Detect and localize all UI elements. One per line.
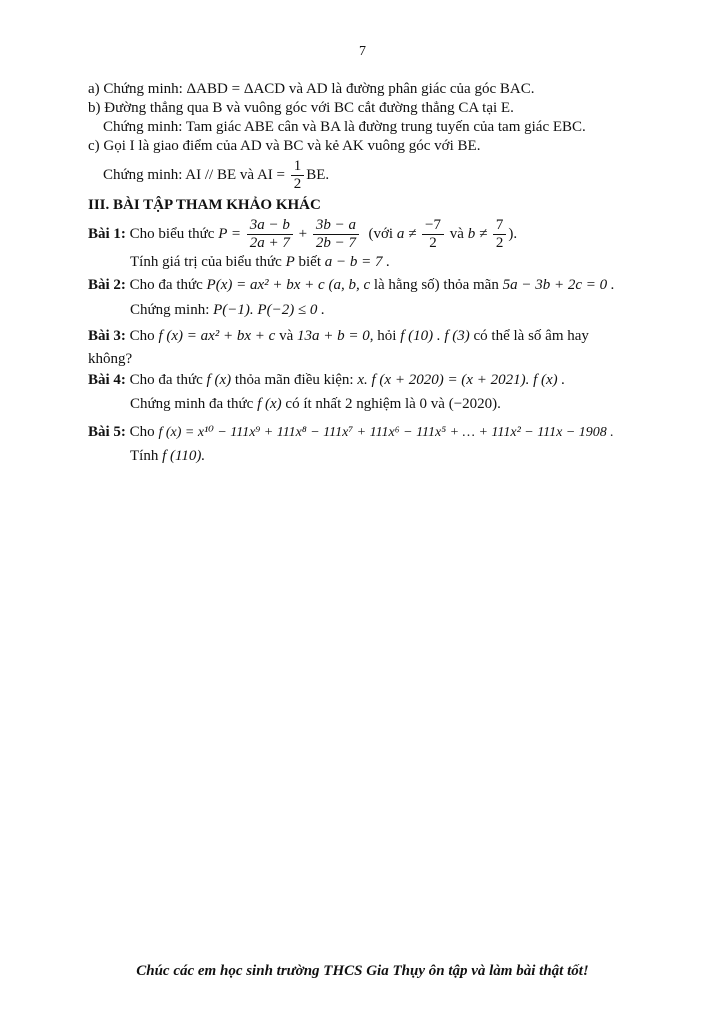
- bai1-cond-b-fraction: [493, 217, 507, 252]
- part-c-proof-prefix: Chứng minh: AI // BE và AI =: [103, 167, 286, 183]
- page-number: 7: [359, 44, 366, 59]
- frac-num: 3b − a: [313, 217, 359, 235]
- bai5-line2-text: Tính: [130, 448, 159, 464]
- bai2-line2: [88, 301, 668, 320]
- bai2-poly: P(x) = ax² + bx + c: [206, 277, 325, 293]
- bai4-cond: x. f (x + 2020) = (x + 2021). f (x) .: [357, 372, 566, 388]
- fraction-one-half: [291, 158, 305, 193]
- part-a: a) Chứng minh: ΔABD = ΔACD và AD là đường phân giác của góc BAC.: [88, 81, 535, 97]
- frac-den: 2: [495, 235, 504, 252]
- bai1-cond-open: (với: [368, 226, 394, 242]
- footer-message: Chúc các em học sinh trường THCS Gia Thụy ôn tập và làm bài thật tốt!: [136, 963, 589, 979]
- bai5-text: Cho: [129, 424, 155, 440]
- frac-num: 1: [291, 158, 305, 176]
- bai2-line1: [88, 276, 668, 295]
- part-b-proof: Chứng minh: Tam giác ABE cân và BA là đường trung tuyến của tam giác EBC.: [103, 119, 586, 135]
- bai3-label: Bài 3:: [88, 328, 126, 344]
- bai1-text: Cho biểu thức: [129, 226, 215, 242]
- bai2-text: Cho đa thức: [129, 277, 203, 293]
- bai3-text: Cho: [129, 328, 155, 344]
- bai1-cond-close: ).: [508, 226, 518, 242]
- bai1-label: Bài 1:: [88, 226, 126, 242]
- bai5-line2: [88, 447, 668, 466]
- section-heading: III. BÀI TẬP THAM KHẢO KHÁC: [88, 197, 321, 213]
- bai4-cond-text: thỏa mãn điều kiện:: [234, 372, 354, 388]
- bai1-line2-var: P: [285, 254, 295, 270]
- bai1-fraction-2: [313, 217, 359, 252]
- bai2-label: Bài 2:: [88, 277, 126, 293]
- part-c-proof-suffix: BE.: [306, 167, 330, 183]
- part-c-proof: [88, 156, 668, 194]
- bai2-line2-expr: P(−1). P(−2) ≤ 0 .: [213, 302, 325, 318]
- bai3-cond: 13a + b = 0: [297, 328, 370, 344]
- bai3-line2: không?: [88, 351, 133, 367]
- bai1-line2-know: biết: [298, 254, 322, 270]
- frac-den: 2: [429, 235, 437, 252]
- bai3-and: và: [279, 328, 294, 344]
- frac-den: 2a + 7: [249, 235, 290, 252]
- bai4-text: Cho đa thức: [129, 372, 203, 388]
- bai1-line2: [88, 253, 668, 272]
- part-b: b) Đường thẳng qua B và vuông góc với BC cắt đường thẳng CA tại E.: [88, 100, 514, 116]
- bai1-plus: +: [298, 226, 308, 242]
- bai3-ask: , hỏi: [369, 328, 397, 344]
- bai1-expr-prefix: P =: [218, 226, 241, 242]
- bai3-poly: f (x) = ax² + bx + c: [158, 328, 276, 344]
- bai2-coefs-text: là hằng số) thỏa mãn: [373, 277, 499, 293]
- frac-den: 2: [293, 176, 302, 193]
- bai1-fraction-1: [247, 217, 293, 252]
- bai4-line2: [88, 395, 668, 414]
- bai4-line2-fx: f (x): [257, 396, 282, 412]
- bai1-cond-b: b ≠: [467, 226, 488, 242]
- bai4-line2-root: (−2020).: [448, 396, 501, 412]
- bai4-fx: f (x): [206, 372, 232, 388]
- frac-num: 3a − b: [247, 217, 293, 235]
- bai1-cond-a-fraction: [422, 217, 444, 252]
- bai5-expr: f (x) = x¹⁰ − 111x⁹ + 111x⁸ − 111x⁷ + 111x⁶ − 111x⁵ + … + 111x² − 111x − 1908 .: [158, 425, 614, 440]
- bai4-line2-tail: có ít nhất 2 nghiệm là 0 và: [285, 396, 445, 412]
- bai5-line2-expr: f (110).: [162, 448, 206, 464]
- document-body: [88, 80, 668, 466]
- bai1-line2-cond: a − b = 7 .: [324, 254, 391, 270]
- frac-num: −7: [422, 217, 444, 235]
- frac-den: 2b − 7: [315, 235, 356, 252]
- bai1-line2-text: Tính giá trị của biểu thức: [130, 254, 282, 270]
- part-c: c) Gọi I là giao điểm của AD và BC và kẻ AK vuông góc với BE.: [88, 138, 481, 154]
- bai4-line1: [88, 371, 668, 390]
- bai5-label: Bài 5:: [88, 424, 126, 440]
- bai2-line2-text: Chứng minh:: [130, 302, 210, 318]
- bai2-cond: 5a − 3b + 2c = 0 .: [502, 277, 615, 293]
- bai2-coefs: (a, b, c: [328, 277, 371, 293]
- bai3-tail: có thể là số âm hay: [473, 328, 589, 344]
- bai5-line1: [88, 423, 668, 442]
- bai4-line2-text: Chứng minh đa thức: [130, 396, 254, 412]
- bai1-cond-and: và: [449, 226, 464, 242]
- frac-num: 7: [493, 217, 507, 235]
- bai1-cond-a: a ≠: [396, 226, 417, 242]
- bai3-expr: f (10) . f (3): [400, 328, 470, 344]
- bai4-label: Bài 4:: [88, 372, 126, 388]
- bai3-line1: [88, 327, 668, 346]
- bai1-line1: [88, 215, 668, 253]
